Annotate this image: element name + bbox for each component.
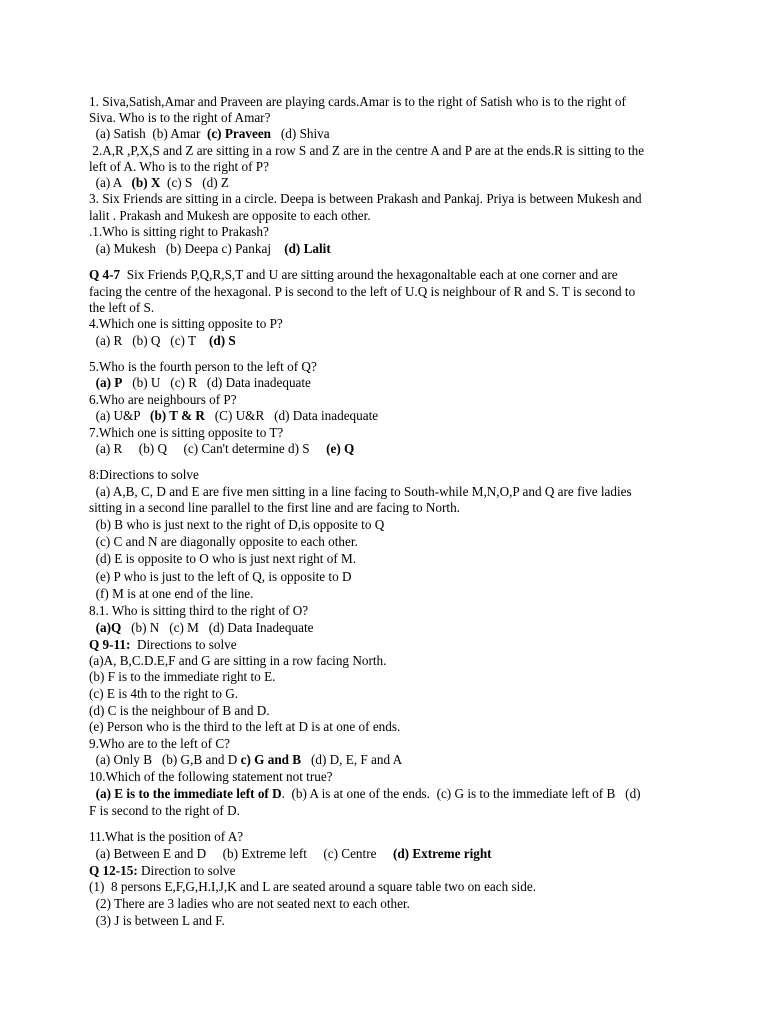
bold-text: (a) P xyxy=(95,375,123,390)
text-line xyxy=(89,500,689,516)
text-line xyxy=(89,425,689,441)
text-line xyxy=(89,686,689,702)
line-text: (a) Only B (b) G,B and D xyxy=(89,752,241,767)
line-text: lalit . Prakash and Mukesh are opposite to each other. xyxy=(89,208,371,223)
text-line xyxy=(89,467,689,483)
line-text: 11.What is the position of A? xyxy=(89,829,244,844)
line-text: (c) E is 4th to the right to G. xyxy=(89,686,239,701)
bold-text: (d) Extreme right xyxy=(392,846,492,861)
line-text: (a) A,B, C, D and E are five men sitting in a line facing to South-while M,N,O,P and Q are five ladies xyxy=(89,484,632,499)
line-text: Direction to solve xyxy=(137,863,236,878)
line-text: (b) B who is just next to the right of D,is opposite to Q xyxy=(89,517,385,532)
text-line xyxy=(89,359,689,375)
line-text: F is second to the right of D. xyxy=(89,803,240,818)
text-line xyxy=(89,126,689,142)
text-line xyxy=(89,408,689,424)
text-line xyxy=(89,653,689,669)
text-line xyxy=(89,300,689,316)
line-text: 6.Who are neighbours of P? xyxy=(89,392,237,407)
text-line xyxy=(89,375,689,391)
line-text: (e) P who is just to the left of Q, is opposite to D xyxy=(89,569,352,584)
line-text: 2.A,R ,P,X,S and Z are sitting in a row S and Z are in the centre A and P are at the ends.R is sitting to the xyxy=(89,143,645,158)
line-text: (a) Mukesh (b) Deepa c) Pankaj xyxy=(89,241,285,256)
text-line xyxy=(89,736,689,752)
text-line xyxy=(89,208,689,224)
text-line xyxy=(89,913,689,929)
bold-text: (a)Q xyxy=(95,620,122,635)
text-line xyxy=(89,392,689,408)
bold-text: (c) Praveen xyxy=(206,126,272,141)
line-text: the left of S. xyxy=(89,300,155,315)
text-line xyxy=(89,551,689,567)
text-line xyxy=(89,484,689,500)
text-line xyxy=(89,803,689,819)
text-line xyxy=(89,620,689,636)
bold-text: (a) E is to the immediate left of D xyxy=(95,786,282,801)
line-text: (b) U (c) R (d) Data inadequate xyxy=(122,375,311,390)
line-text: 4.Which one is sitting opposite to P? xyxy=(89,316,283,331)
bold-text: Q 4-7 xyxy=(89,267,121,282)
line-text: (2) There are 3 ladies who are not seated next to each other. xyxy=(89,896,410,911)
text-line xyxy=(89,267,689,283)
text-line xyxy=(89,241,689,257)
line-text: left of A. Who is to the right of P? xyxy=(89,159,269,174)
line-text xyxy=(89,375,96,390)
line-text: (d) C is the neighbour of B and D. xyxy=(89,703,270,718)
line-text: (a) A xyxy=(89,175,132,190)
bold-text: Q 9-11: xyxy=(89,637,131,652)
line-text: Six Friends P,Q,R,S,T and U are sitting around the hexagonaltable each at one corner and are xyxy=(120,267,618,282)
line-text: (f) M is at one end of the line. xyxy=(89,586,254,601)
line-text: (c) C and N are diagonally opposite to each other. xyxy=(89,534,358,549)
text-line xyxy=(89,586,689,602)
line-text: 9.Who are to the left of C? xyxy=(89,736,230,751)
text-line xyxy=(89,752,689,768)
text-line xyxy=(89,517,689,533)
text-line xyxy=(89,224,689,240)
bold-text: (d) Lalit xyxy=(284,241,331,256)
text-line xyxy=(89,175,689,191)
text-line xyxy=(89,143,689,159)
line-text: 3. Six Friends are sitting in a circle. Deepa is between Prakash and Pankaj. Priya is between Mukesh and xyxy=(89,191,642,206)
line-text: .1.Who is sitting right to Prakash? xyxy=(89,224,269,239)
line-text: (d) Shiva xyxy=(271,126,330,141)
line-text: Directions to solve xyxy=(130,637,237,652)
bold-text: Q 12-15: xyxy=(89,863,138,878)
bold-text: (b) T & R xyxy=(150,408,205,423)
line-text: (d) D, E, F and A xyxy=(301,752,403,767)
line-text: (3) J is between L and F. xyxy=(89,913,225,928)
text-line xyxy=(89,191,689,207)
text-line xyxy=(89,863,689,879)
text-line xyxy=(89,829,689,845)
line-text: 8:Directions to solve xyxy=(89,467,199,482)
line-text: Siva. Who is to the right of Amar? xyxy=(89,110,271,125)
bold-text: (b) X xyxy=(131,175,161,190)
text-line xyxy=(89,703,689,719)
text-line xyxy=(89,719,689,735)
line-text: 8.1. Who is sitting third to the right of O? xyxy=(89,603,309,618)
text-line xyxy=(89,603,689,619)
text-line xyxy=(89,94,689,110)
text-line xyxy=(89,159,689,175)
line-text xyxy=(89,620,96,635)
line-text: (a)A, B,C.D.E,F and G are sitting in a row facing North. xyxy=(89,653,387,668)
line-text: (c) S (d) Z xyxy=(160,175,229,190)
text-line xyxy=(89,786,689,802)
line-text: (C) U&R (d) Data inadequate xyxy=(204,408,379,423)
text-line xyxy=(89,333,689,349)
text-line xyxy=(89,110,689,126)
line-text: (b) F is to the immediate right to E. xyxy=(89,669,276,684)
text-line xyxy=(89,534,689,550)
text-line xyxy=(89,769,689,785)
line-text: (a) R (b) Q (c) T xyxy=(89,333,210,348)
text-line xyxy=(89,879,689,895)
line-text: (a) Satish (b) Amar xyxy=(89,126,207,141)
line-text: (a) R (b) Q (c) Can't determine d) S xyxy=(89,441,327,456)
line-text: facing the centre of the hexagonal. P is second to the left of U.Q is neighbour of R and S. T is second to xyxy=(89,284,636,299)
line-text: (d) E is opposite to O who is just next right of M. xyxy=(89,551,357,566)
bold-text: (d) S xyxy=(209,333,236,348)
line-text: (a) U&P xyxy=(89,408,151,423)
line-text: 1. Siva,Satish,Amar and Praveen are playing cards.Amar is to the right of Satish who is to the right of xyxy=(89,94,626,109)
line-text xyxy=(89,786,96,801)
bold-text: c) G and B xyxy=(240,752,302,767)
line-text: 7.Which one is sitting opposite to T? xyxy=(89,425,284,440)
text-line xyxy=(89,316,689,332)
line-text: 5.Who is the fourth person to the left of Q? xyxy=(89,359,317,374)
bold-text: (e) Q xyxy=(326,441,355,456)
text-line xyxy=(89,669,689,685)
text-line xyxy=(89,569,689,585)
text-line xyxy=(89,441,689,457)
line-text: . (b) A is at one of the ends. (c) G is to the immediate left of B (d) xyxy=(281,786,641,801)
line-text: (b) N (c) M (d) Data Inadequate xyxy=(121,620,314,635)
line-text: (e) Person who is the third to the left at D is at one of ends. xyxy=(89,719,401,734)
line-text: sitting in a second line parallel to the first line and are facing to North. xyxy=(89,500,460,515)
text-line xyxy=(89,637,689,653)
line-text: (a) Between E and D (b) Extreme left (c) Centre xyxy=(89,846,393,861)
line-text: (1) 8 persons E,F,G,H.I,J,K and L are seated around a square table two on each side. xyxy=(89,879,537,894)
text-line xyxy=(89,284,689,300)
line-text: 10.Which of the following statement not true? xyxy=(89,769,333,784)
text-line xyxy=(89,896,689,912)
text-line xyxy=(89,846,689,862)
